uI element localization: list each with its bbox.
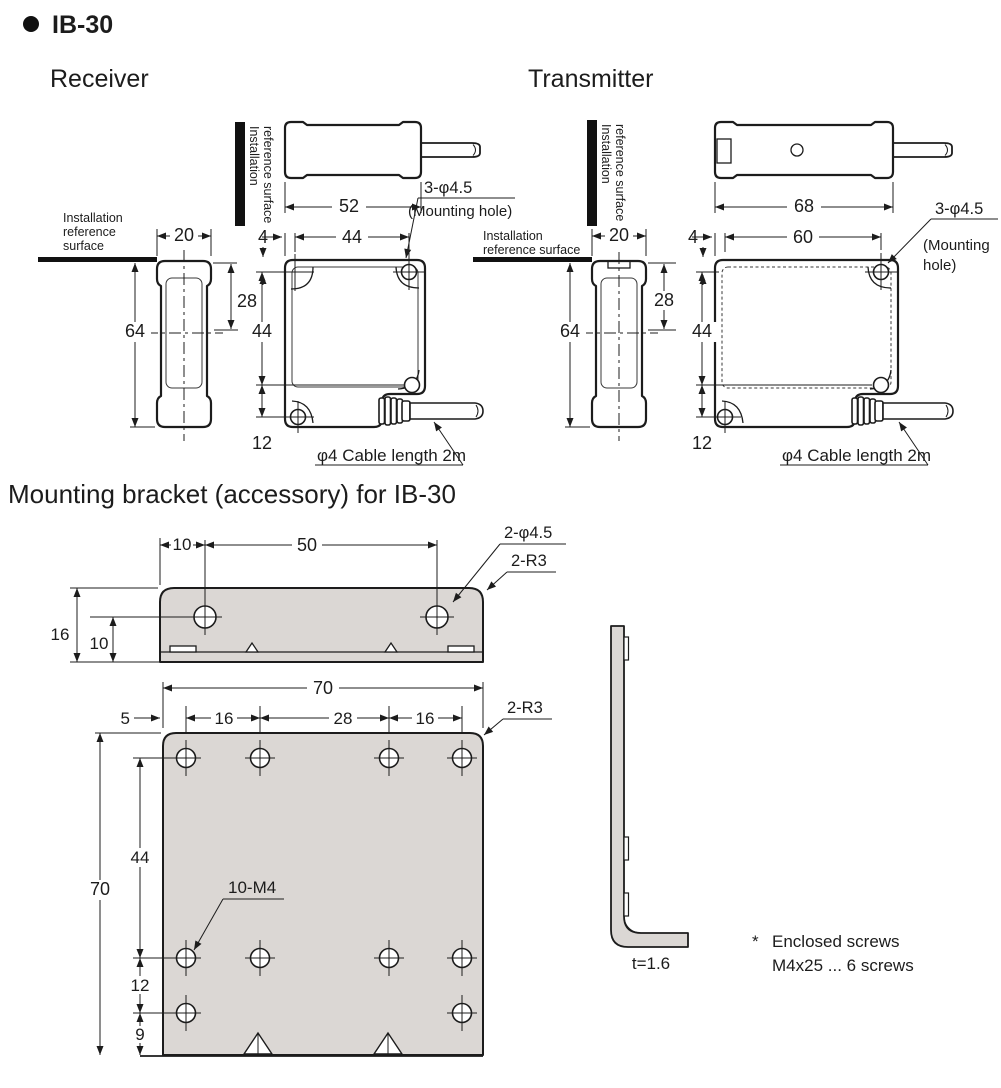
receiver-dim-hole-pitch-y: 44 — [251, 321, 273, 341]
transmitter-emitter-notch — [717, 139, 731, 163]
bracket-dim-p1: 16 — [214, 709, 234, 728]
bracket-holes-label: 2-φ4.5 — [504, 524, 553, 542]
transmitter-dim-hole-inset: 4 — [687, 227, 698, 247]
transmitter-top-view — [715, 122, 952, 217]
transmitter-ref-surface-left-2: reference surface — [483, 243, 581, 257]
transmitter-side-view — [473, 225, 678, 441]
product-title: IB-30 — [52, 11, 114, 39]
receiver-hole-label: 3-φ4.5 — [424, 179, 473, 197]
transmitter-indicator — [791, 144, 803, 156]
receiver-hole-note: (Mounting hole) — [408, 203, 513, 220]
transmitter-mounting-hole-bottom-right — [874, 378, 889, 393]
receiver-dim-bottom: 12 — [251, 433, 273, 453]
receiver-front-view — [247, 179, 515, 465]
bracket-taps-label: 10-M4 — [228, 878, 277, 897]
receiver-side-view — [38, 211, 257, 441]
bullet-icon — [23, 16, 39, 32]
transmitter-dim-side-width: 20 — [608, 225, 630, 245]
transmitter-dim-top-width: 68 — [793, 196, 815, 216]
receiver-cable-label: φ4 Cable length 2m — [317, 446, 466, 465]
note-star: * — [752, 932, 759, 951]
transmitter-dim-bottom: 12 — [691, 433, 713, 453]
receiver-top-cable — [421, 143, 480, 157]
transmitter-top-body — [715, 122, 893, 178]
receiver-dim-hole-inset: 4 — [257, 227, 268, 247]
receiver-dim-side-width: 20 — [173, 225, 195, 245]
bracket-front-view — [85, 678, 552, 1056]
transmitter-hole-label: 3-φ4.5 — [935, 200, 984, 218]
bracket-dim-row2: 12 — [130, 976, 150, 995]
bracket-dim-height: 16 — [50, 625, 70, 644]
transmitter-ref-surface-vertical-2: reference surface — [613, 124, 627, 222]
bracket-radius-label-top: 2-R3 — [511, 552, 547, 570]
bracket-dim-height-plate: 70 — [89, 879, 111, 899]
receiver-ref-surface-vertical-1: Installation — [247, 126, 261, 186]
bracket-side-body — [611, 626, 688, 947]
receiver-dim-hole-pitch-x: 44 — [341, 227, 363, 247]
receiver-ref-surface-left-2: reference — [63, 225, 116, 239]
transmitter-ref-surface-line — [473, 257, 592, 262]
receiver-ref-surface-vertical-2: reference surface — [261, 126, 275, 224]
transmitter-front-faceplate — [722, 267, 891, 388]
receiver-ref-surface-left-3: surface — [63, 239, 104, 253]
receiver-ref-surface-line — [38, 257, 157, 262]
receiver-front-faceplate — [292, 267, 418, 387]
transmitter-top-cable — [893, 143, 952, 157]
bracket-section — [8, 479, 914, 1056]
transmitter-dim-hole-pitch-y: 44 — [691, 321, 713, 341]
transmitter-section — [473, 120, 998, 465]
bracket-dim-row1: 44 — [130, 848, 150, 867]
bracket-title: Mounting bracket (accessory) for IB-30 — [8, 479, 456, 509]
bracket-dim-width: 70 — [312, 678, 334, 698]
transmitter-heading: Transmitter — [528, 65, 654, 93]
transmitter-dim-hole-pitch-x: 60 — [792, 227, 814, 247]
receiver-section — [38, 122, 515, 465]
bracket-dim-left: 5 — [120, 709, 130, 728]
transmitter-ref-surface-left-1: Installation — [483, 229, 543, 243]
receiver-dim-window: 28 — [237, 291, 258, 311]
bracket-dim-p2: 28 — [333, 709, 353, 728]
receiver-ref-surface-bar — [235, 122, 245, 226]
transmitter-ref-surface-bar — [587, 120, 597, 226]
receiver-heading: Receiver — [50, 65, 149, 93]
bracket-dim-row3: 9 — [135, 1025, 145, 1044]
transmitter-front-view — [687, 200, 998, 465]
receiver-dim-height: 64 — [124, 321, 146, 341]
transmitter-dim-window: 28 — [653, 290, 675, 310]
bracket-side-view — [611, 626, 688, 973]
bracket-thickness: t=1.6 — [631, 954, 671, 973]
note-line2: M4x25 ... 6 screws — [772, 956, 914, 975]
bracket-dim-hole-pitch: 50 — [296, 535, 318, 555]
header — [23, 11, 653, 93]
bracket-note — [752, 932, 914, 975]
bracket-plate-body — [163, 733, 483, 1055]
transmitter-hole-note-2: hole) — [923, 257, 957, 274]
bracket-top-view — [51, 524, 566, 662]
bracket-dim-edge-to-hole: 10 — [172, 535, 192, 554]
receiver-top-body — [285, 122, 421, 178]
bracket-dim-hole-height: 10 — [89, 634, 109, 653]
bracket-dim-p3: 16 — [415, 709, 435, 728]
receiver-top-cable-tip — [473, 145, 476, 156]
transmitter-ref-surface-vertical-1: Installation — [599, 124, 613, 184]
note-line1: Enclosed screws — [772, 932, 900, 951]
receiver-ref-surface-left-1: Installation — [63, 211, 123, 225]
transmitter-cable — [852, 397, 953, 425]
bracket-radius-label-plate: 2-R3 — [507, 699, 543, 717]
transmitter-hole-note-1: (Mounting — [923, 237, 990, 254]
transmitter-top-cable-tip — [945, 145, 948, 156]
receiver-cable — [379, 397, 483, 425]
receiver-dim-top-width: 52 — [338, 196, 360, 216]
transmitter-cable-label: φ4 Cable length 2m — [782, 446, 931, 465]
transmitter-dim-height: 64 — [559, 321, 581, 341]
receiver-mounting-hole-bottom-right — [405, 378, 420, 393]
